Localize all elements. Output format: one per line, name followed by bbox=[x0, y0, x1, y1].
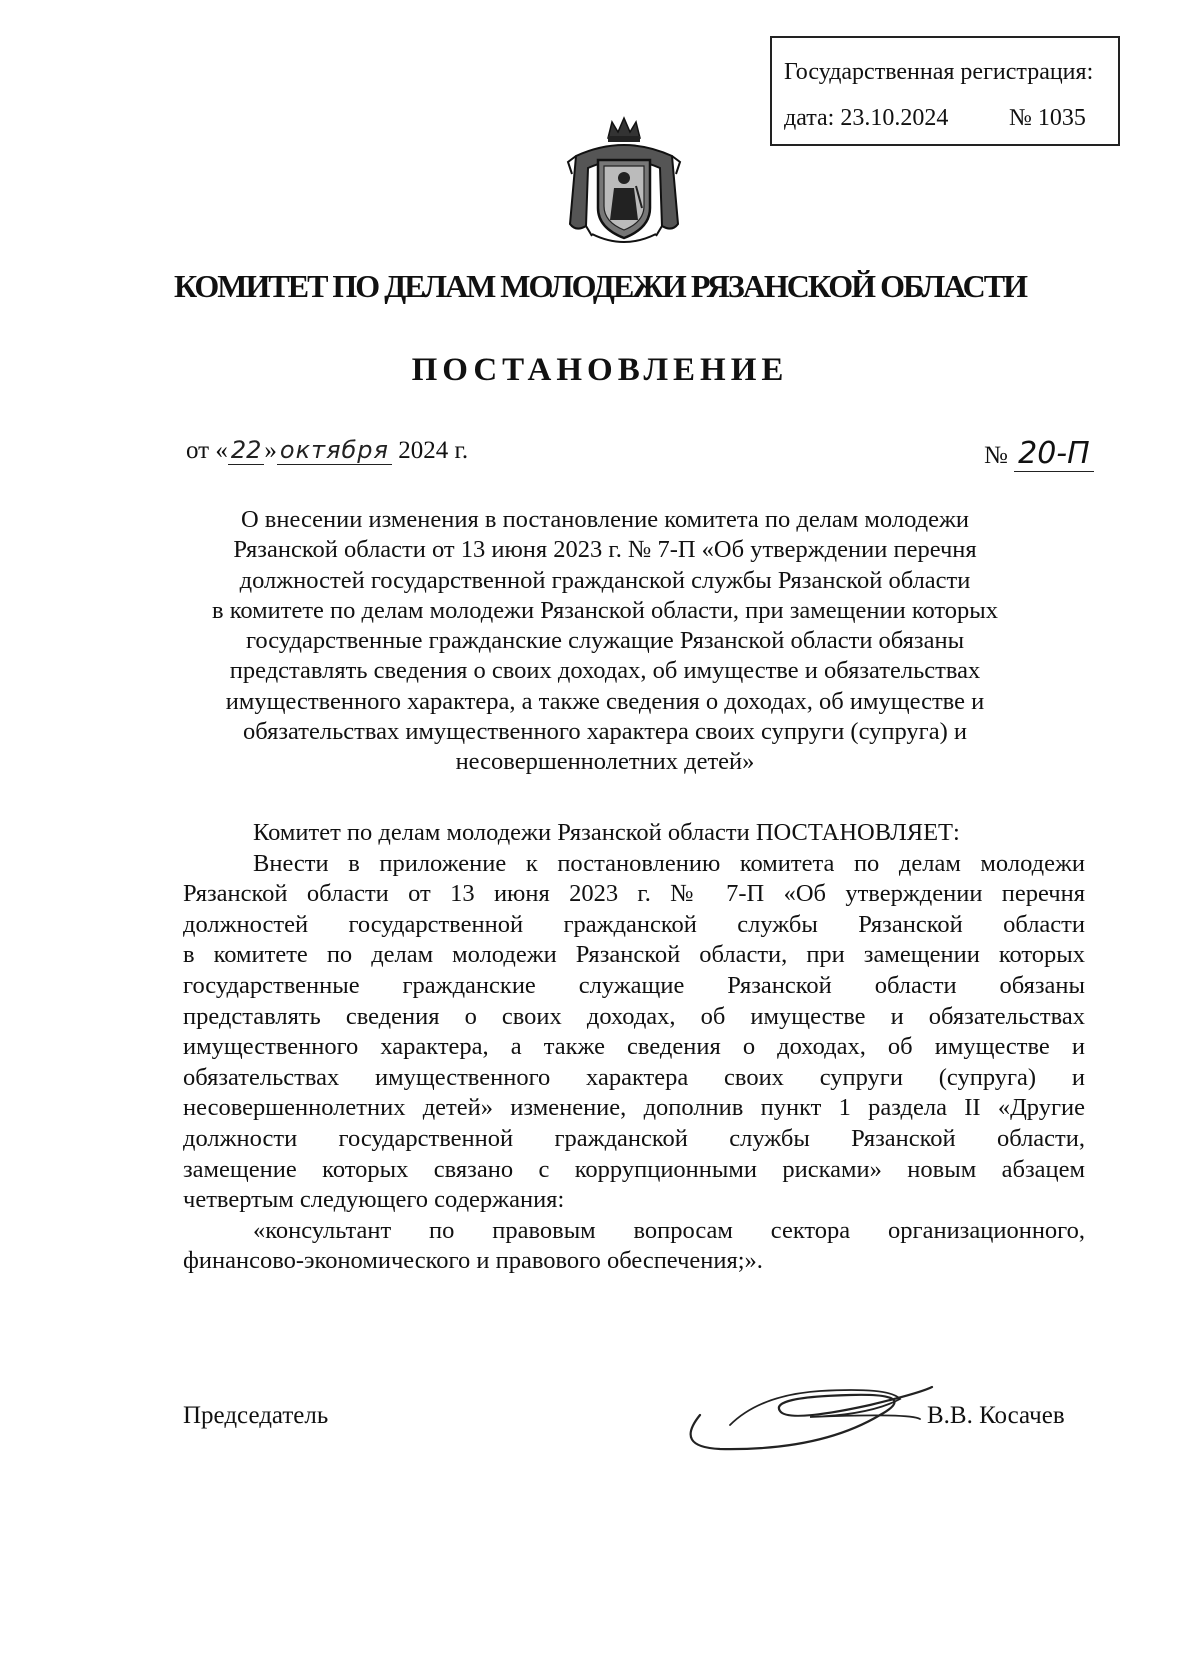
body-line: государственные гражданские служащие Рязанской области обязаны bbox=[183, 971, 1085, 999]
body-line: Внести в приложение к постановлению комитета по делам молодежи bbox=[253, 849, 1085, 877]
body-line: Рязанской области от 13 июня 2023 г. № 7-П «Об утверждении перечня bbox=[183, 880, 1085, 908]
document-number-prefix: № bbox=[984, 442, 1008, 469]
subject-line: в комитете по делам молодежи Рязанской области, при замещении которых bbox=[212, 596, 998, 624]
date-prefix: от « bbox=[186, 437, 228, 464]
body-line: имущественного характера, а также сведения о доходах, об имуществе и bbox=[183, 1033, 1085, 1061]
body-line: должности государственной гражданской службы Рязанской области, bbox=[183, 1124, 1085, 1152]
subject-line: представлять сведения о своих доходах, об имуществе и обязательствах bbox=[229, 657, 981, 685]
registration-date: дата: 23.10.2024 bbox=[784, 105, 949, 131]
signatory-position: Председатель bbox=[183, 1402, 329, 1429]
subject-line: Рязанской области от 13 июня 2023 г. № 7-П «Об утверждении перечня bbox=[233, 536, 977, 564]
body-line: несовершеннолетних детей» изменение, дополнив пункт 1 раздела II «Другие bbox=[183, 1094, 1085, 1122]
body-line: должностей государственной гражданской службы Рязанской области bbox=[183, 910, 1085, 938]
date-year: 2024 г. bbox=[398, 437, 469, 464]
subject-line: обязательствах имущественного характера своих супруги (супруга) и bbox=[242, 718, 968, 746]
subject-line: должностей государственной гражданской службы Рязанской области bbox=[239, 566, 971, 594]
date-month: октября bbox=[277, 436, 392, 465]
document-subject bbox=[190, 505, 1020, 778]
subject-line: имущественного характера, а также сведения о доходах, об имуществе и bbox=[225, 687, 985, 715]
registration-number: № 1035 bbox=[1009, 105, 1086, 131]
registration-title: Государственная регистрация: bbox=[784, 59, 1094, 85]
organization-title: КОМИТЕТ ПО ДЕЛАМ МОЛОДЕЖИ РЯЗАНСКОЙ ОБЛАСТИ bbox=[173, 268, 1027, 304]
coat-of-arms-icon bbox=[562, 116, 686, 250]
subject-line: государственные гражданские служащие Рязанской области обязаны bbox=[245, 627, 965, 655]
body-line: в комитете по делам молодежи Рязанской области, при замещении которых bbox=[183, 941, 1085, 969]
handwritten-signature-icon bbox=[670, 1355, 940, 1465]
resolution-statement: Комитет по делам молодежи Рязанской области ПОСТАНОВЛЯЕТ: bbox=[253, 819, 960, 846]
subject-line: О внесении изменения в постановление комитета по делам молодежи bbox=[240, 506, 970, 533]
body-line: представлять сведения о своих доходах, об имуществе и обязательствах bbox=[183, 1002, 1085, 1030]
document-number bbox=[984, 436, 1094, 471]
quote-line: «консультант по правовым вопросам сектора организационного, bbox=[253, 1216, 1085, 1244]
signatory-name: В.В. Косачев bbox=[927, 1402, 1065, 1429]
body-line: четвертым следующего содержания: bbox=[183, 1186, 565, 1214]
body-line: замещение которых связано с коррупционными рисками» новым абзацем bbox=[183, 1155, 1085, 1183]
document-body bbox=[183, 818, 1085, 1277]
document-number-value: 20-П bbox=[1014, 436, 1094, 472]
quote-line: финансово-экономического и правового обеспечения;». bbox=[183, 1247, 763, 1275]
subject-line: несовершеннолетних детей» bbox=[455, 748, 755, 776]
body-line: обязательствах имущественного характера своих супруги (супруга) и bbox=[183, 1063, 1085, 1091]
date-separator: » bbox=[264, 437, 277, 464]
document-type-title: ПОСТАНОВЛЕНИЕ bbox=[411, 352, 789, 388]
registration-stamp bbox=[770, 36, 1120, 146]
date-day: 22 bbox=[228, 436, 265, 465]
document-date bbox=[186, 436, 468, 465]
